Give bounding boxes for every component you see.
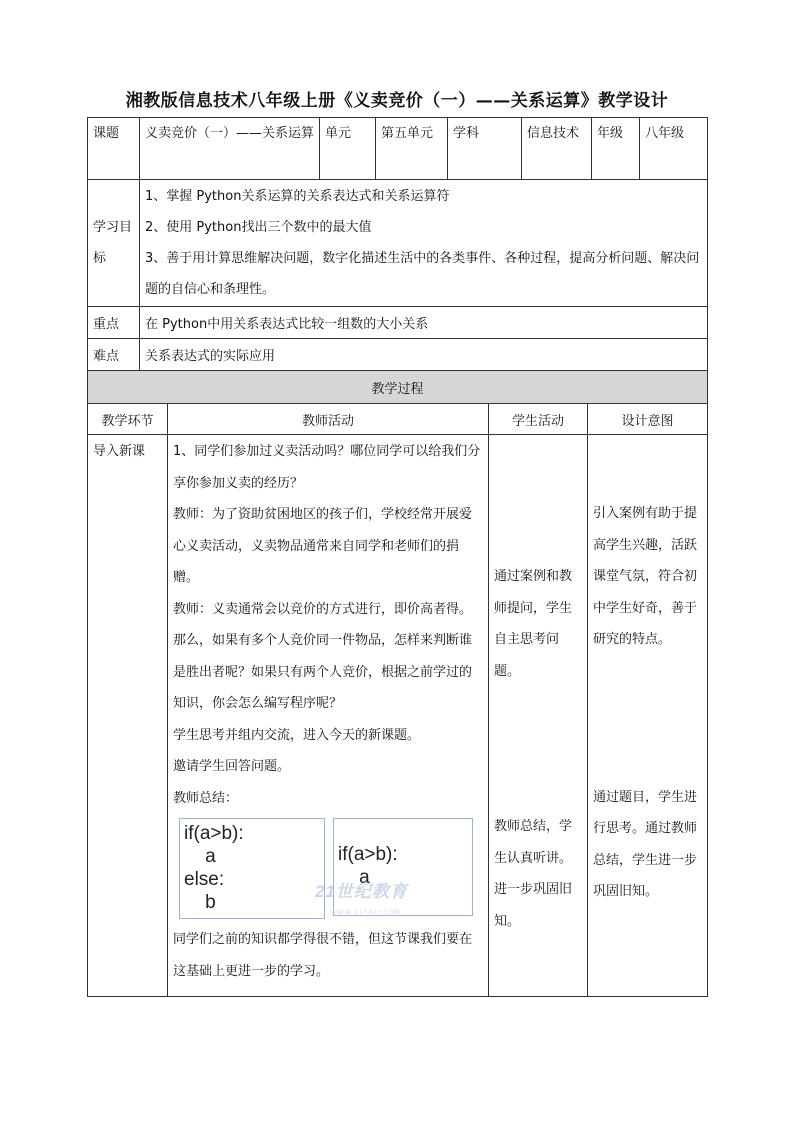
stage-cell: 导入新课 [88,435,168,997]
student-activity-cell [489,435,588,997]
objectives-label: 学习目标 [88,180,140,307]
code-line: if(a>b): [338,844,398,865]
spacer [494,687,582,811]
grade-label: 年级 [592,118,640,180]
difficulty-label: 难点 [88,339,140,371]
subject-label: 学科 [448,118,522,180]
lesson-label: 课题 [88,118,140,180]
lesson-value: 义卖竞价（一）——关系运算 [140,118,320,180]
document-title: 湘教版信息技术八年级上册《义卖竞价（一）——关系运算》教学设计 [125,91,669,111]
objective-item: 2、使用 Python找出三个数中的最大值 [145,220,372,235]
grade-value: 八年级 [640,118,708,180]
objective-item: 1、掌握 Python关系运算的关系表达式和关系运算符 [145,189,450,204]
design-intent-1: 引入案例有助于提高学生兴趣，活跃课堂气氛，符合初中学生好奇，善于研究的特点。 [593,506,698,647]
teaching-process-table [87,370,708,997]
difficulty-value: 关系表达式的实际应用 [140,339,708,371]
watermark-logo: 21世纪教育 [315,882,408,901]
code-line: a [338,867,370,888]
header-stage: 教学环节 [88,404,168,435]
student-activity-1: 通过案例和教师提问，学生自主思考问题。 [494,569,573,679]
unit-value: 第五单元 [376,118,448,180]
design-intent-2: 通过题目，学生进行思考。通过教师总结，学生进一步巩固旧知。 [593,789,698,899]
header-teacher: 教师活动 [168,404,489,435]
student-activity-2: 教师总结，学生认真听讲。进一步巩固旧知。 [494,819,573,929]
lesson-info-table [87,117,708,371]
subject-value: 信息技术 [522,118,592,180]
objective-item: 3、善于用计算思维解决问题，数字化描述生活中的各类事件、各种过程，提高分析问题、解决问题的自信心和条理性。 [145,251,700,297]
code-examples [173,814,483,924]
teacher-paragraph: 教师：为了资助贫困地区的孩子们，学校经常开展爱心义卖活动，义卖物品通常来自同学和老师们的捐赠。 [173,507,473,585]
code-line: if(a>b): [184,823,244,844]
code-line: a [184,846,216,867]
header-intent: 设计意图 [588,404,708,435]
spacer [593,656,702,782]
code-line: else: [184,869,225,890]
teacher-activity-cell [168,435,489,997]
teacher-paragraph: 学生思考并组内交流，进入今天的新课题。 [173,727,421,743]
teacher-paragraph: 邀请学生回答问题。 [173,759,291,774]
teacher-paragraph: 同学们之前的知识都学得很不错，但这节课我们要在这基础上更进一步的学习。 [173,932,473,979]
code-box-if-else [179,818,325,919]
key-point-value: 在 Python中用关系表达式比较一组数的大小关系 [140,307,708,339]
process-title: 教学过程 [88,371,708,404]
teacher-paragraph: 1、同学们参加过义卖活动吗？哪位同学可以给我们分享你参加义卖的经历？ [173,444,481,491]
key-point-label: 重点 [88,307,140,339]
objectives-list [140,180,708,307]
design-intent-cell [588,435,708,997]
unit-label: 单元 [320,118,376,180]
header-student: 学生活动 [489,404,588,435]
teacher-paragraph: 教师总结： [173,790,239,806]
code-line: b [184,892,216,913]
watermark-url: WWW.21CNJY.COM [331,909,401,916]
teacher-paragraph: 教师：义卖通常会以竞价的方式进行，即价高者得。那么，如果有多个人竞价同一件物品，怎样来判断谁是胜出者呢？如果只有两个人竞价，根据之前学过的知识，你会怎么编写程序呢？ [173,601,473,711]
